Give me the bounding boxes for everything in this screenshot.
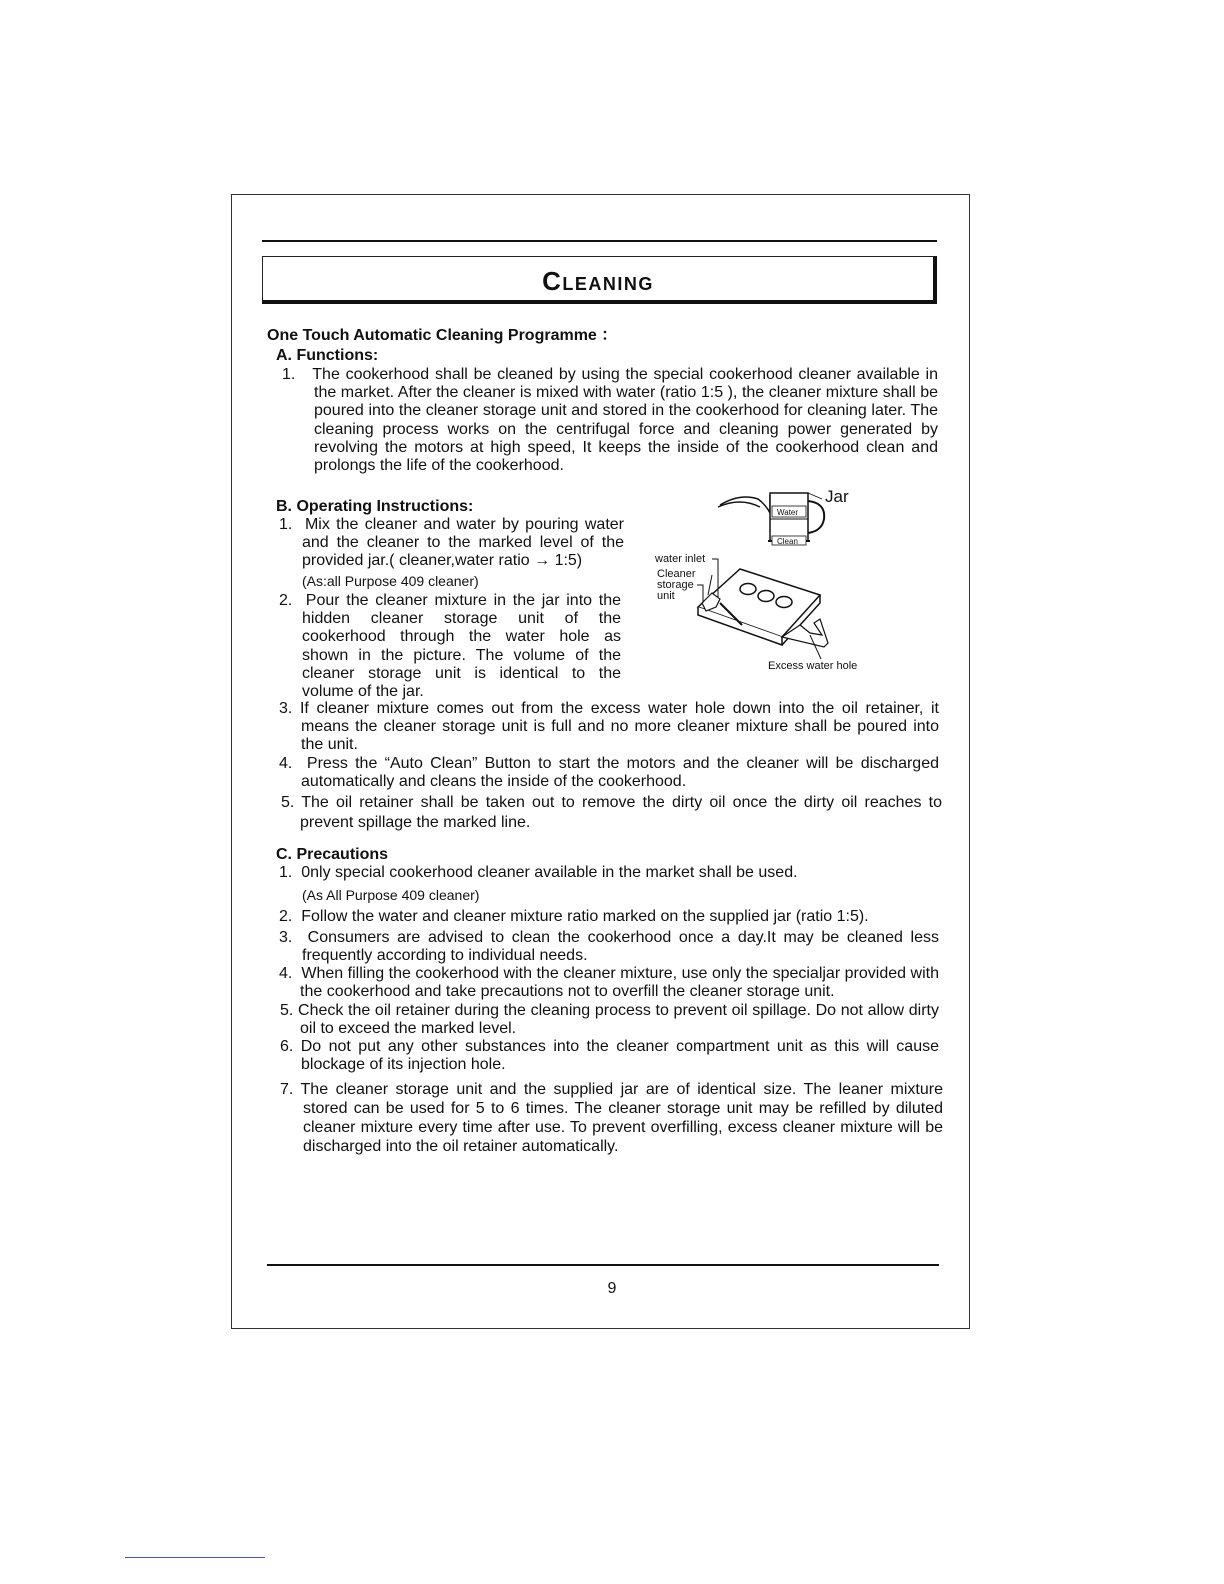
programme-title: One Touch Automatic Cleaning Programme ： — [267, 327, 618, 344]
precautions-heading: C. Precautions — [276, 846, 389, 863]
functions-heading: A. Functions: — [276, 347, 379, 364]
precautions-item-1: 1. 0nly special cookerhood cleaner available in the market shall be used. — [279, 864, 798, 881]
footer-line — [125, 1557, 265, 1558]
precautions-item-2: 2. Follow the water and cleaner mixture ratio marked on the supplied jar (ratio 1:5). — [279, 908, 869, 925]
operating-item-2: 2. Pour the cleaner mixture in the jar into the hidden cleaner storage unit of the cookerhood through the water hole as shown in the picture. The volume of the cleaner storage unit is identical to the volume of the jar. — [279, 592, 621, 701]
unit-label: unit — [657, 590, 675, 602]
precautions-item-6: 6. Do not put any other substances into the cleaner compartment unit as this will cause blockage of its injection hole. — [280, 1038, 939, 1074]
jar-label: Jar — [825, 487, 849, 506]
operating-heading: B. Operating Instructions: — [276, 498, 474, 515]
cleaner-label: Cleaner — [657, 568, 696, 580]
precautions-item-1-note: (As All Purpose 409 cleaner) — [302, 887, 480, 903]
operating-item-4: 4. Press the “Auto Clean” Button to start the motors and the cleaner will be discharged automatically and cleans the inside of the cookerhood. — [279, 755, 939, 791]
jar-illustration — [718, 487, 849, 546]
precautions-item-5: 5. Check the oil retainer during the cleaning process to prevent oil spillage. Do not allow dirty oil to exceed the marked level. — [280, 1002, 939, 1038]
operating-item-3: 3. If cleaner mixture comes out from the excess water hole down into the oil retainer, it means the cleaner storage unit is full and no more cleaner mixture shall be poured into the unit. — [279, 700, 939, 754]
operating-item-5: 5. The oil retainer shall be taken out to remove the dirty oil once the dirty oil reaches to prevent spillage the marked line. — [281, 794, 942, 831]
clean-mark-label: Clean — [777, 537, 798, 546]
operating-item-1: 1. Mix the cleaner and water by pouring water and the cleaner to the marked level of the provided jar.( cleaner,water ratio → 1:5) — [279, 516, 624, 570]
bottom-rule — [267, 1264, 939, 1266]
water-inlet-label: water inlet — [655, 553, 706, 565]
page-number: 9 — [607, 1280, 617, 1297]
water-mark-label: Water — [777, 508, 799, 517]
page-title-text: CLEANING — [542, 266, 654, 296]
precautions-item-3: 3. Consumers are advised to clean the cookerhood once a day.It may be cleaned less frequently according to individual needs. — [279, 929, 939, 965]
top-rule — [262, 240, 937, 242]
precautions-item-7: 7. The cleaner storage unit and the supplied jar are of identical size. The leaner mixture stored can be used for 5 to 6 times. The cleaner storage unit may be refilled by diluted cleaner mixture every time after use. To prevent overfilling, excess cleaner mixture will be discharged into the oil retainer automatically. — [280, 1081, 943, 1155]
precautions-item-4: 4. When filling the cookerhood with the cleaner mixture, use only the specialjar provided with the cookerhood and take precautions not to overfill the cleaner storage unit. — [279, 965, 939, 1001]
page-title — [262, 256, 937, 304]
excess-water-hole-label: Excess water hole — [768, 660, 858, 672]
storage-label: storage — [657, 579, 694, 591]
functions-item-1: 1. The cookerhood shall be cleaned by using the special cookerhood cleaner available in the market. After the cleaner is mixed with water (ratio 1:5 ), the cleaner mixture shall be poured into the cleaner storage unit and stored in the cookerhood for cleaning later. The cleaning process works on the centrifugal force and cleaning power generated by revolving the motors at high speed, It keeps the inside of the cookerhood clean and prolongs the life of the cookerhood. — [282, 366, 938, 475]
operating-item-1-note: (As:all Purpose 409 cleaner) — [302, 573, 479, 589]
cleaner-jar-diagram — [650, 485, 940, 685]
